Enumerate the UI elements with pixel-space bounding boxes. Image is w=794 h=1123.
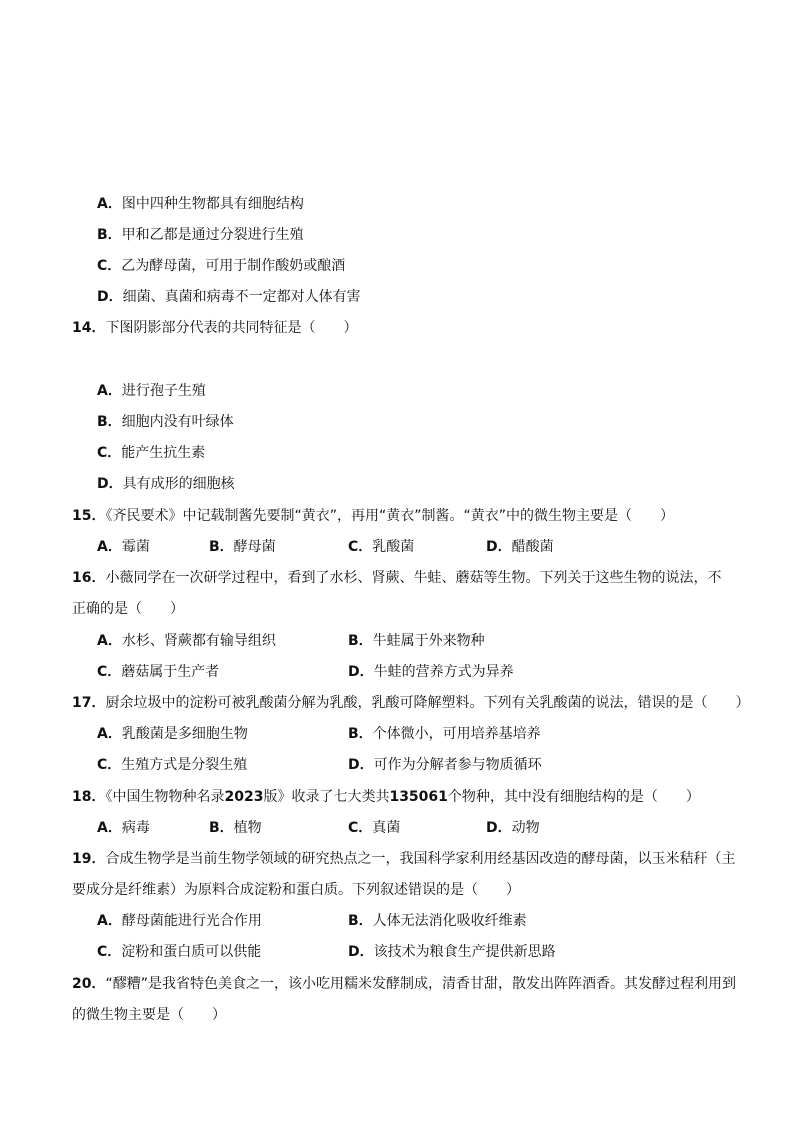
q19-stem-line1: 19．合成生物学是当前生物学领域的研究热点之一，我国科学家利用经基因改造的酵母菌，以玉米秸秆（主 [72,851,736,867]
q16-option-a: A．水杉、肾蕨都有输导组织 [97,633,276,649]
q15-option-d: D．醋酸菌 [486,539,554,555]
q13-option-d: D．细菌、真菌和病毒不一定都对人体有害 [97,289,361,305]
q18-stem: 18．《中国生物物种名录2023版》收录了七大类共135061个物种，其中没有细胞结构的是（ ） [72,789,700,805]
q16-option-c: C．蘑菇属于生产者 [97,664,220,680]
q19-stem-line2: 要成分是纤维素）为原料合成淀粉和蛋白质。下列叙述错误的是（ ） [72,882,520,898]
q14-option-d: D．具有成形的细胞核 [97,476,235,492]
q18-option-a: A．病毒 [97,820,150,836]
q20-stem-line2: 的微生物主要是（ ） [72,1007,226,1023]
q20-stem-line1: 20．“醪糟”是我省特色美食之一，该小吃用糯米发酵制成，清香甘甜，散发出阵阵酒香。其发酵过程利用到 [72,976,736,992]
q18-option-c: C．真菌 [348,820,401,836]
q14-option-a: A．进行孢子生殖 [97,383,206,399]
q17-stem: 17．厨余垃圾中的淀粉可被乳酸菌分解为乳酸，乳酸可降解塑料。下列有关乳酸菌的说法，错误的是（ ） [72,695,750,711]
q17-option-c: C．生殖方式是分裂生殖 [97,757,248,773]
q19-option-b: B．人体无法消化吸收纤维素 [348,913,527,929]
q17-option-d: D．可作为分解者参与物质循环 [348,757,542,773]
q18-option-b: B．植物 [209,820,262,836]
q15-stem: 15．《齐民要术》中记载制酱先要制“黄衣”，再用“黄衣”制酱。“黄衣”中的微生物主要是（ ） [72,508,674,524]
q16-option-d: D．牛蛙的营养方式为异养 [348,664,514,680]
q13-option-c: C．乙为酵母菌，可用于制作酸奶或酿酒 [97,258,346,274]
q14-option-c: C．能产生抗生素 [97,445,206,461]
q19-option-a: A．酵母菌能进行光合作用 [97,913,262,929]
q16-option-b: B．牛蛙属于外来物种 [348,633,485,649]
q15-option-c: C．乳酸菌 [348,539,415,555]
q14-option-b: B．细胞内没有叶绿体 [97,414,234,430]
q17-option-a: A．乳酸菌是多细胞生物 [97,726,248,742]
q17-option-b: B．个体微小，可用培养基培养 [348,726,541,742]
q13-option-b: B．甲和乙都是通过分裂进行生殖 [97,227,304,243]
q13-option-a: A．图中四种生物都具有细胞结构 [97,196,304,212]
q15-option-b: B．酵母菌 [209,539,276,555]
q15-option-a: A．霉菌 [97,539,150,555]
q16-stem-line2: 正确的是（ ） [72,601,184,617]
q19-option-d: D．该技术为粮食生产提供新思路 [348,944,556,960]
q14-stem: 14．下图阴影部分代表的共同特征是（ ） [72,320,358,336]
q18-option-d: D．动物 [486,820,540,836]
q16-stem-line1: 16．小薇同学在一次研学过程中，看到了水杉、肾蕨、牛蛙、蘑菇等生物。下列关于这些生物的说法，不 [72,570,722,586]
q19-option-c: C．淀粉和蛋白质可以供能 [97,944,262,960]
